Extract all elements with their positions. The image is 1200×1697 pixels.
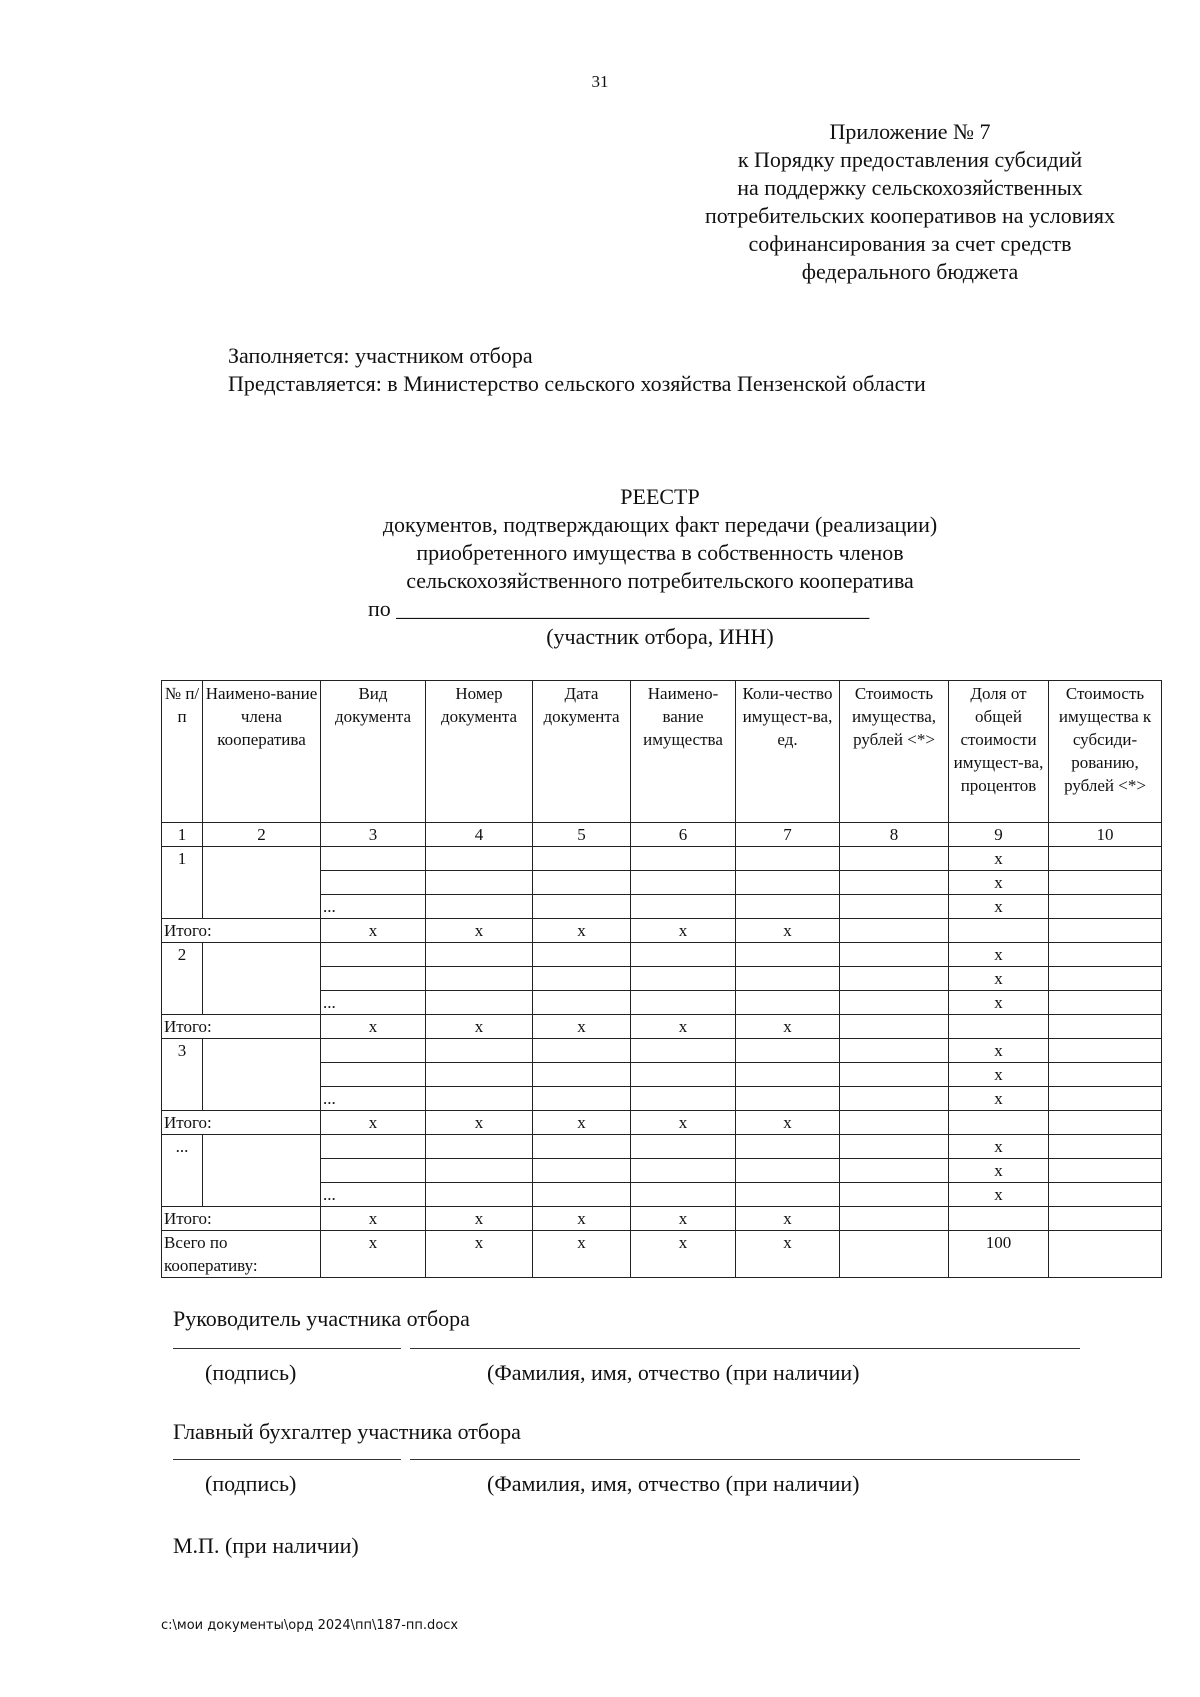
header-cell: Наимено-вание члена кооператива <box>203 681 321 823</box>
total-share: 100 <box>949 1231 1049 1278</box>
group-number: ... <box>162 1135 203 1207</box>
appendix-header <box>640 118 1180 286</box>
x-mark: x <box>631 1231 736 1278</box>
subtotal-label: Итого: <box>162 919 321 943</box>
header-cell: Стоимость имущества, рублей <*> <box>840 681 949 823</box>
head-name-line <box>410 1348 1080 1349</box>
x-mark: x <box>949 1159 1049 1183</box>
header-cell: Коли-чество имущест-ва, ед. <box>736 681 840 823</box>
title-caption: (участник отбора, ИНН) <box>546 624 774 649</box>
header-cell: Дата документа <box>533 681 631 823</box>
member-name-cell <box>203 1135 321 1207</box>
group-number: 1 <box>162 847 203 919</box>
header-cell: Доля от общей стоимости имущест-ва, процентов <box>949 681 1049 823</box>
subtotal-label: Итого: <box>162 1015 321 1039</box>
stamp-note: М.П. (при наличии) <box>173 1533 359 1558</box>
table-row <box>162 1039 1162 1063</box>
table-row <box>162 1135 1162 1159</box>
x-mark: x <box>426 1111 533 1135</box>
filled-by: Заполняется: участником отбора <box>228 343 533 368</box>
x-mark: x <box>949 1039 1049 1063</box>
ellipsis-cell: ... <box>321 895 426 919</box>
appendix-line: Приложение № 7 <box>829 119 991 144</box>
head-signature-label: Руководитель участника отбора <box>173 1306 470 1331</box>
x-mark: x <box>736 1231 840 1278</box>
table-header-row <box>162 681 1162 823</box>
table-row <box>162 943 1162 967</box>
x-mark: x <box>949 895 1049 919</box>
x-mark: x <box>426 1015 533 1039</box>
x-mark: x <box>631 1015 736 1039</box>
x-mark: x <box>426 1207 533 1231</box>
ellipsis-cell: ... <box>321 1087 426 1111</box>
document-title <box>300 483 1020 595</box>
x-mark: x <box>533 1015 631 1039</box>
group-number: 2 <box>162 943 203 1015</box>
subtotal-row <box>162 1015 1162 1039</box>
x-mark: x <box>533 1231 631 1278</box>
header-cell: Вид документа <box>321 681 426 823</box>
subtotal-row <box>162 1111 1162 1135</box>
head-sign-caption: (подпись) <box>205 1360 297 1385</box>
column-numbers-row <box>162 823 1162 847</box>
x-mark: x <box>321 1231 426 1278</box>
x-mark: x <box>736 1111 840 1135</box>
subtotal-label: Итого: <box>162 1111 321 1135</box>
appendix-line: федерального бюджета <box>801 259 1019 284</box>
x-mark: x <box>631 1207 736 1231</box>
appendix-line: потребительских кооперативов на условиях <box>704 203 1116 228</box>
title-heading: РЕЕСТР <box>620 484 700 509</box>
title-line: документов, подтверждающих факт передачи (реализации) <box>382 512 938 537</box>
x-mark: x <box>949 991 1049 1015</box>
total-row <box>162 1231 1162 1278</box>
subtotal-row <box>162 919 1162 943</box>
x-mark: x <box>949 1087 1049 1111</box>
x-mark: x <box>949 1135 1049 1159</box>
x-mark: x <box>949 871 1049 895</box>
submitted-to: Представляется: в Министерство сельского хозяйства Пензенской области <box>228 371 926 396</box>
header-cell: Стоимость имущества к субсиди-рованию, рублей <*> <box>1049 681 1162 823</box>
x-mark: x <box>949 1063 1049 1087</box>
column-number: 6 <box>631 823 736 847</box>
x-mark: x <box>533 1111 631 1135</box>
accountant-sign-caption: (подпись) <box>205 1471 297 1496</box>
head-signature-line <box>173 1348 401 1349</box>
accountant-name-line <box>410 1459 1080 1460</box>
title-line: сельскохозяйственного потребительского кооператива <box>406 568 914 593</box>
appendix-line: на поддержку сельскохозяйственных <box>737 175 1083 200</box>
page-number: 31 <box>591 72 609 91</box>
member-name-cell <box>203 1039 321 1111</box>
appendix-line: к Порядку предоставления субсидий <box>737 147 1083 172</box>
column-number: 10 <box>1049 823 1162 847</box>
x-mark: x <box>736 1015 840 1039</box>
subtotal-label: Итого: <box>162 1207 321 1231</box>
head-name-caption: (Фамилия, имя, отчество (при наличии) <box>487 1360 860 1385</box>
subtotal-row <box>162 1207 1162 1231</box>
column-number: 9 <box>949 823 1049 847</box>
header-cell: Номер документа <box>426 681 533 823</box>
title-line: приобретенного имущества в собственность членов <box>416 540 904 565</box>
x-mark: x <box>949 847 1049 871</box>
accountant-signature-line <box>173 1459 401 1460</box>
x-mark: x <box>631 919 736 943</box>
x-mark: x <box>321 919 426 943</box>
x-mark: x <box>426 1231 533 1278</box>
column-number: 3 <box>321 823 426 847</box>
x-mark: x <box>949 967 1049 991</box>
total-label: Всего по кооперативу: <box>162 1231 321 1278</box>
column-number: 2 <box>203 823 321 847</box>
x-mark: x <box>321 1015 426 1039</box>
table-row <box>162 847 1162 871</box>
file-path-footer: c:\мои документы\орд 2024\пп\187-пп.docx <box>161 1618 459 1633</box>
x-mark: x <box>736 919 840 943</box>
x-mark: x <box>949 1183 1049 1207</box>
x-mark: x <box>736 1207 840 1231</box>
x-mark: x <box>533 919 631 943</box>
column-number: 4 <box>426 823 533 847</box>
member-name-cell <box>203 847 321 919</box>
title-po-line: по ___________________________________________ <box>368 596 870 621</box>
x-mark: x <box>321 1111 426 1135</box>
accountant-signature-label: Главный бухгалтер участника отбора <box>173 1419 521 1444</box>
x-mark: x <box>631 1111 736 1135</box>
ellipsis-cell: ... <box>321 991 426 1015</box>
accountant-name-caption: (Фамилия, имя, отчество (при наличии) <box>487 1471 860 1496</box>
x-mark: x <box>321 1207 426 1231</box>
group-number: 3 <box>162 1039 203 1111</box>
appendix-line: софинансирования за счет средств <box>748 231 1072 256</box>
x-mark: x <box>949 943 1049 967</box>
column-number: 8 <box>840 823 949 847</box>
registry-table <box>161 680 1162 1278</box>
fill-info <box>228 342 926 398</box>
column-number: 1 <box>162 823 203 847</box>
header-cell: Наимено-вание имущества <box>631 681 736 823</box>
x-mark: x <box>533 1207 631 1231</box>
member-name-cell <box>203 943 321 1015</box>
header-cell: № п/п <box>162 681 203 823</box>
ellipsis-cell: ... <box>321 1183 426 1207</box>
column-number: 7 <box>736 823 840 847</box>
column-number: 5 <box>533 823 631 847</box>
x-mark: x <box>426 919 533 943</box>
